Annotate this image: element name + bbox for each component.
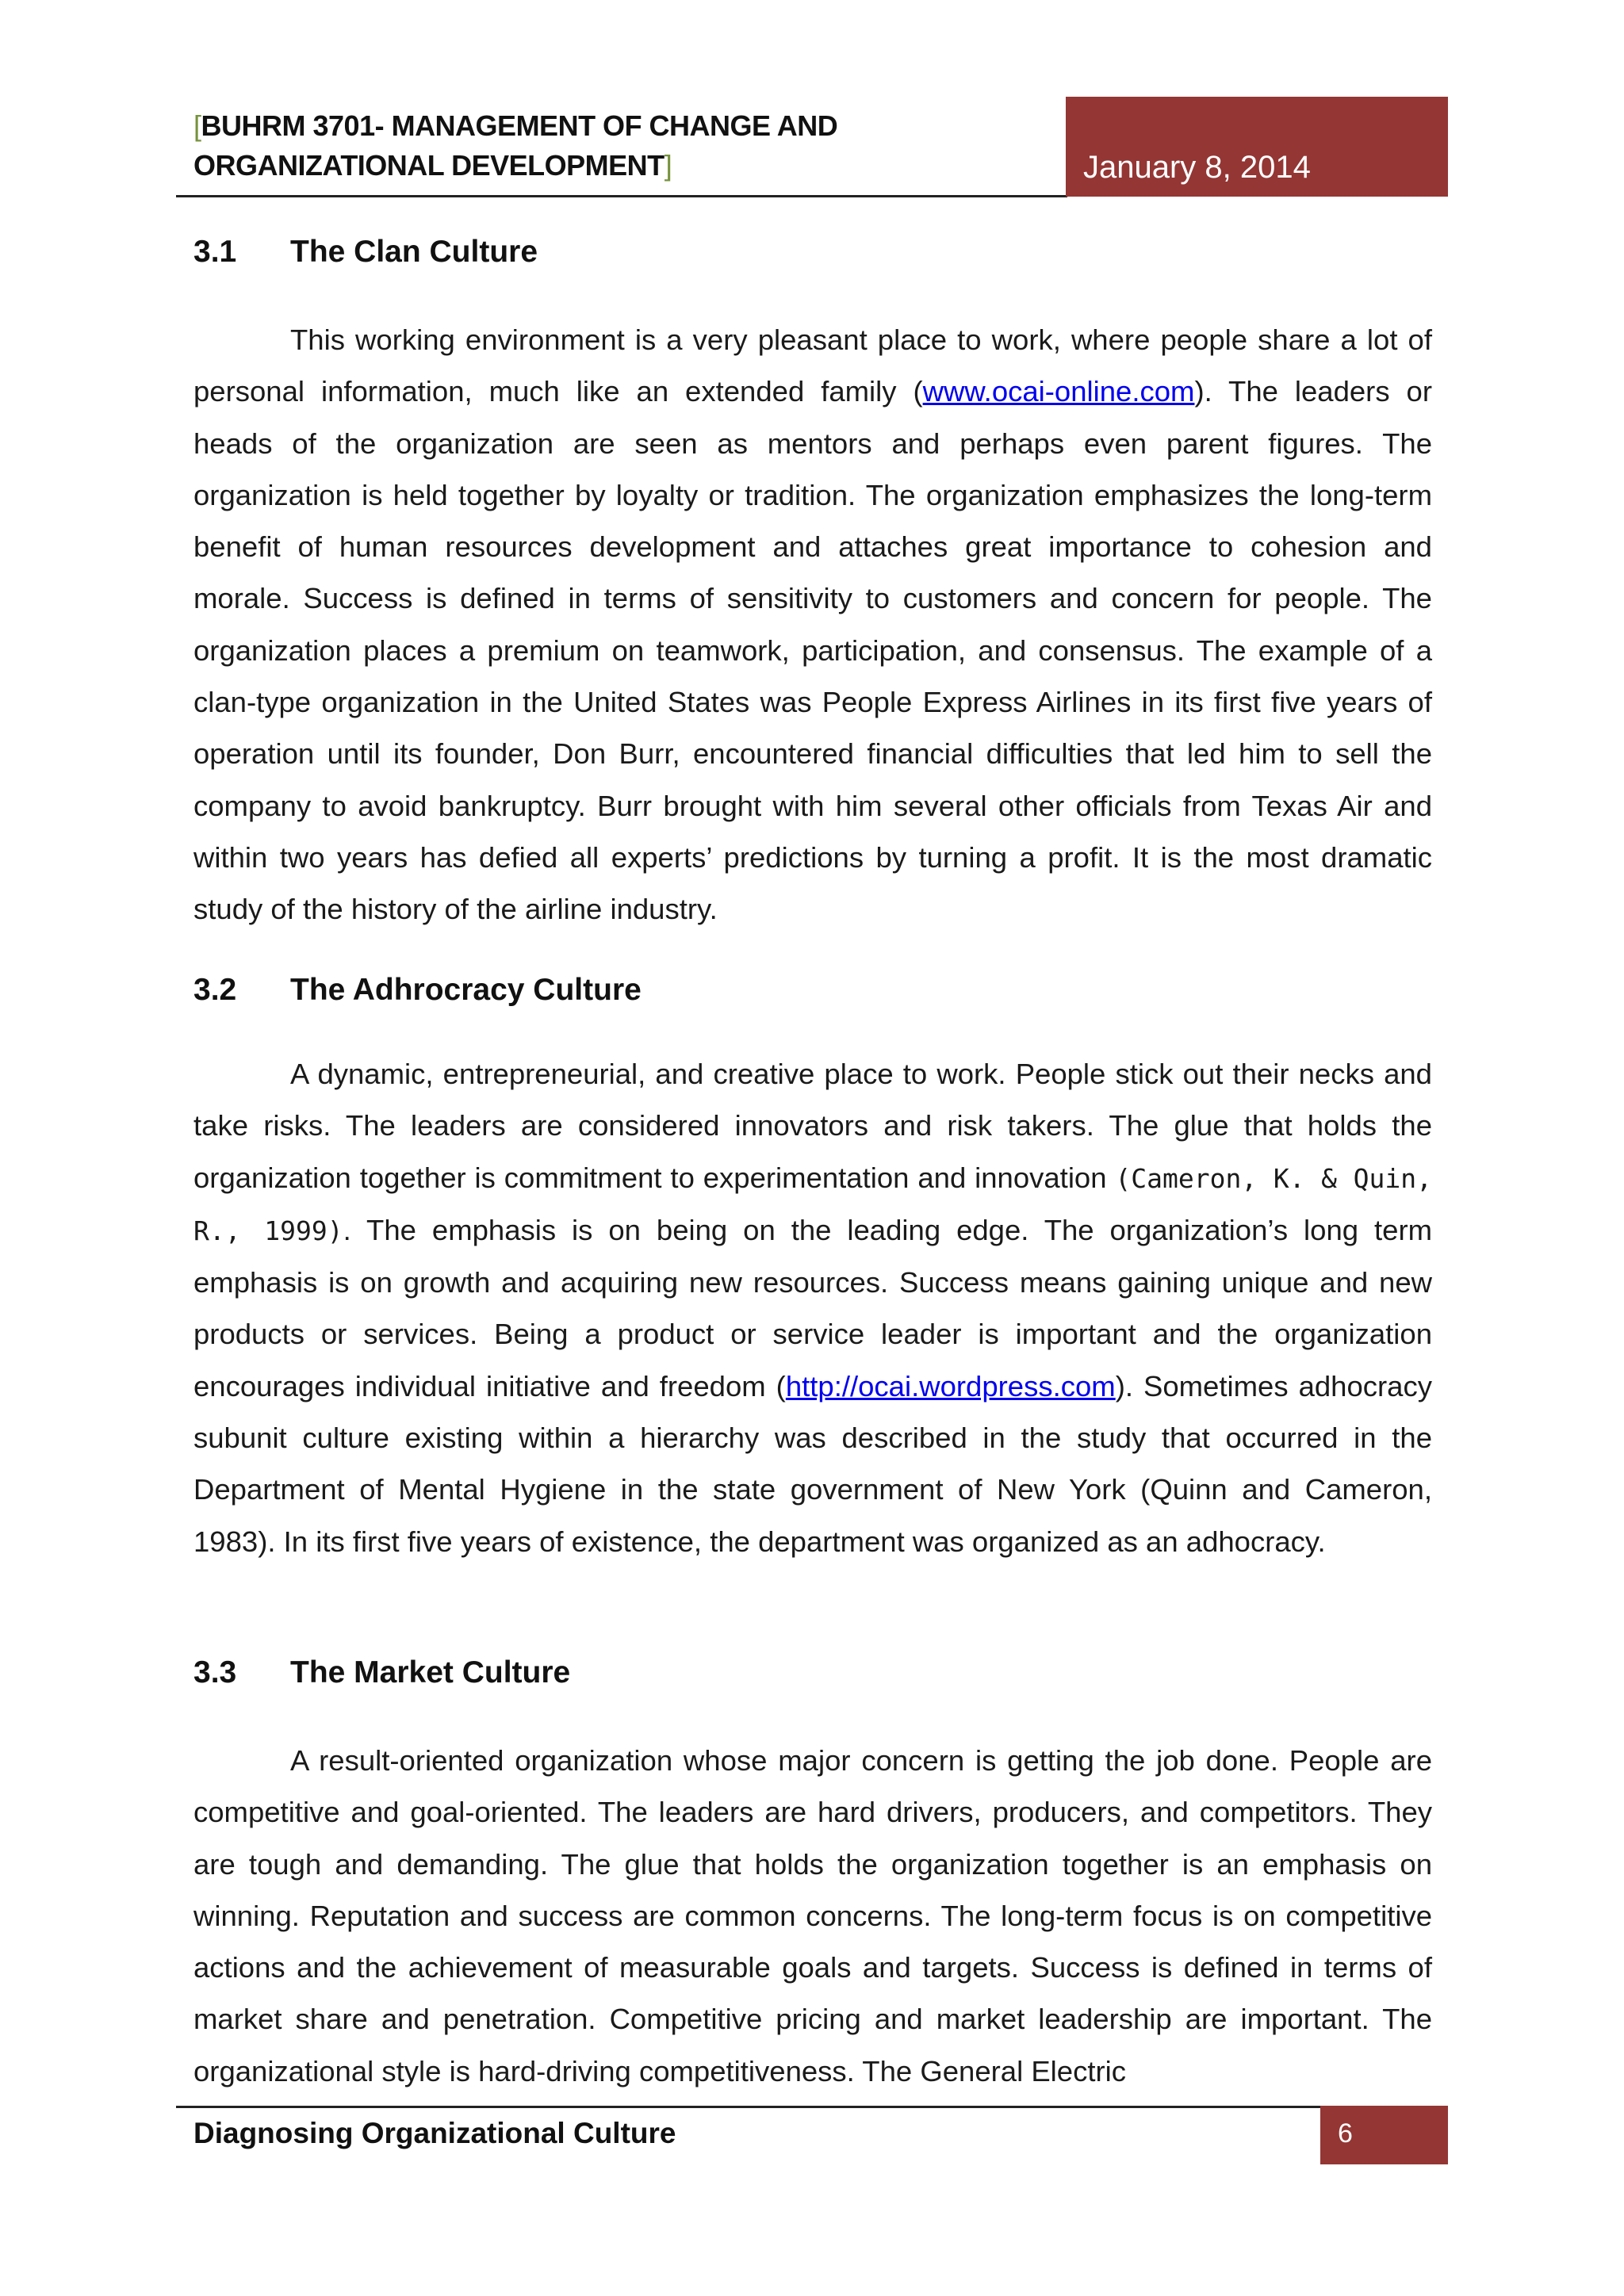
section-paragraph-3-3: A result-oriented organization whose major concern is getting the job done. People are competitive and goal-oriented. The leaders are hard drivers, producers, and competitors. They are tough and demanding. The glue that holds the organization together is an emphasis on winning. Reputation and success are common concerns. The long-term focus is on competitive actions and the achievement of measurable goals and targets. Success is defined in terms of market share and penetration. Competitive pricing and market leadership are important. The organizational style is hard-driving competitiveness. The General Electric xyxy=(193,1744,1432,2087)
course-title-line1: BUHRM 3701- MANAGEMENT OF CHANGE AND xyxy=(201,109,838,142)
section-title: The Adhrocracy Culture xyxy=(290,973,642,1007)
paragraph-text: ). The leaders or heads of the organization are seen as mentors and perhaps even parent figures. The organization is held together by loyalty or tradition. The organization emphasizes the long-term benefit of human resources development and attaches great importance to cohesion and morale. Success is defined in terms of sensitivity to customers and concern for people. The organization places a premium on teamwork, participation, and consensus. The example of a clan-type organization in the United States was People Express Airlines in its first five years of operation until its founder, Don Burr, encountered financial difficulties that led him to sell the company to avoid bankruptcy. Burr brought with him several other officials from Texas Air and within two years has defied all experts’ predictions by turning a profit. It is the most dramatic study of the history of the airline industry. xyxy=(193,375,1432,926)
section-number: 3.1 xyxy=(193,235,237,269)
paragraph-text: . The emphasis is on being on the leading edge. The organization’s long term emphasis is on growth and acquiring new resources. Success means gaining unique and new products or services. Being a product or service leader is important and the organization encourages individual initiative and freedom ( xyxy=(193,1213,1432,1402)
section-heading-3-2 xyxy=(193,973,642,1008)
section-heading-3-3 xyxy=(193,1655,570,1690)
ocai-online-link[interactable]: www.ocai-online.com xyxy=(922,375,1195,408)
course-title xyxy=(193,106,837,186)
section-heading-3-1 xyxy=(193,235,538,270)
section-number: 3.3 xyxy=(193,1655,237,1689)
ocai-wordpress-link[interactable]: http://ocai.wordpress.com xyxy=(785,1369,1116,1402)
paragraph-text: This working environment is a very pleasant place to work, where people share a lot of personal information, much like an extended family ( xyxy=(193,323,1432,408)
section-number: 3.2 xyxy=(193,973,237,1007)
footer-divider xyxy=(176,2106,1321,2108)
page-number: 6 xyxy=(1338,2118,1353,2149)
page-number-box xyxy=(1320,2106,1448,2164)
bracket-open: [ xyxy=(193,109,201,142)
citation: (Cameron, K. & Quin, R., 1999) xyxy=(193,1162,1432,1246)
section-title: The Market Culture xyxy=(290,1655,571,1689)
header-date: January 8, 2014 xyxy=(1083,150,1311,185)
section-paragraph-3-2 xyxy=(193,1048,1432,1567)
section-paragraph-3-1 xyxy=(193,314,1432,936)
course-title-line2: ORGANIZATIONAL DEVELOPMENT xyxy=(193,149,665,182)
bracket-close: ] xyxy=(664,149,672,182)
paragraph-text: ). Sometimes adhocracy subunit culture existing within a hierarchy was described in the study that occurred in the Department of Mental Hygiene in the state government of New York (Quinn and Cameron, 1983). In its first five years of existence, the department was organized as an adhocracy. xyxy=(193,1369,1432,1558)
footer-title: Diagnosing Organizational Culture xyxy=(193,2117,676,2149)
paragraph-text: A dynamic, entrepreneurial, and creative place to work. People stick out their necks and take risks. The leaders are considered innovators and risk takers. The glue that holds the organization together is commitment to experimentation and innovation xyxy=(193,1058,1432,1194)
header-divider xyxy=(176,195,1067,197)
section-title: The Clan Culture xyxy=(290,235,538,269)
header-date-box xyxy=(1066,97,1448,197)
